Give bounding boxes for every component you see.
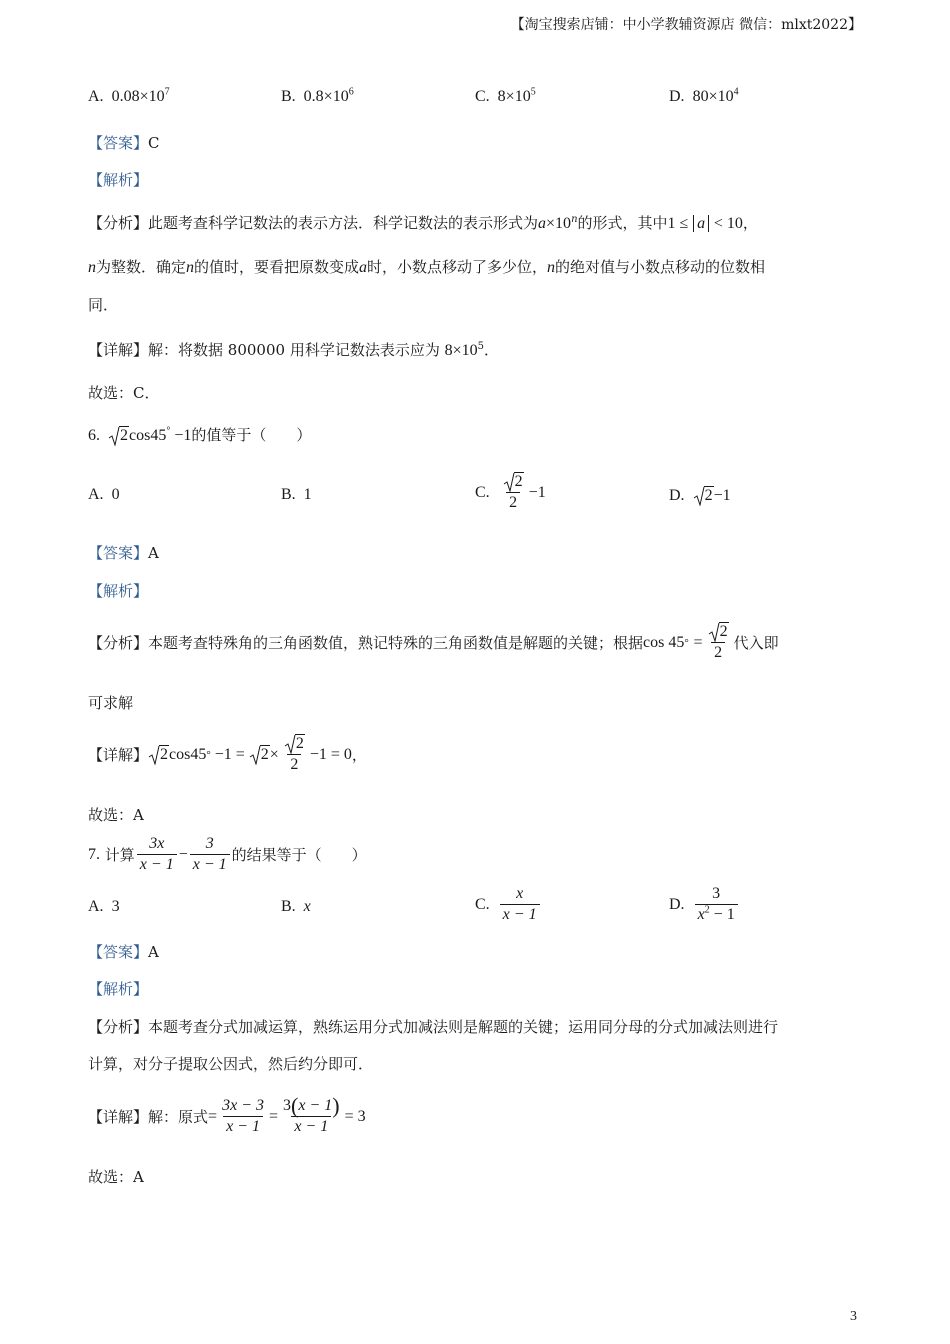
answer-tag: 【答案】	[88, 134, 149, 152]
analysis-text: 本题考查特殊角的三角函数值，熟记特殊的三角函数值是解题的关键；根据	[148, 634, 644, 652]
radicand: 2	[704, 487, 713, 504]
sqrt-symbol	[708, 622, 729, 642]
option-tail: −1	[528, 483, 546, 501]
numerator	[280, 1093, 343, 1118]
math-n: n	[88, 259, 96, 276]
denominator: x − 1	[291, 1116, 331, 1137]
analysis-tail: 代入即	[733, 634, 779, 652]
expr-eq: =	[268, 1107, 278, 1125]
q5-analysis-line1	[88, 212, 758, 233]
answer-tag: 【答案】	[88, 544, 149, 562]
exponent: 7	[164, 86, 170, 98]
q5-analysis-line3: 同．	[88, 296, 119, 314]
math-times-ten: ×10	[546, 215, 572, 232]
answer-value: C	[148, 134, 160, 152]
q6-jiexi-tag: 【解析】	[88, 582, 149, 600]
q7-option-d	[669, 884, 740, 925]
exponent: 2	[704, 904, 710, 916]
detail-expression: 2 cos45 ° −1 = 2 × $\frac{2}{2}$ −1 = 0	[148, 734, 352, 775]
detail-tag: 【详解】	[88, 1108, 149, 1126]
option-label: B.	[281, 88, 296, 105]
q6-option-b	[281, 486, 312, 504]
q6-option-a	[88, 486, 120, 504]
q6-option-d	[669, 486, 731, 505]
analysis-comma: ，	[742, 214, 758, 232]
den-tail: − 1	[709, 906, 735, 923]
detail-text: 解：原式	[148, 1108, 209, 1126]
sqrt-symbol	[249, 745, 270, 764]
answer-value: A	[148, 544, 159, 562]
q7-option-a	[88, 898, 120, 916]
analysis-text: 为整数．确定	[96, 258, 187, 276]
fraction	[695, 884, 738, 925]
q6-answer	[88, 542, 159, 563]
option-label: D.	[669, 487, 685, 504]
answer-value: A	[148, 943, 159, 961]
q5-option-b	[281, 88, 354, 106]
math-a: a	[359, 259, 368, 276]
q7-stem	[88, 834, 367, 875]
q7-detail	[88, 1093, 366, 1137]
option-label: A.	[88, 88, 104, 105]
q6-stem	[88, 424, 311, 445]
fraction	[705, 622, 732, 663]
denominator: x − 1	[137, 854, 177, 875]
option-value: 3	[111, 898, 120, 915]
fraction	[281, 734, 308, 775]
stem-text: 的结果等于（ ）	[231, 846, 367, 864]
numerator: x	[516, 885, 524, 902]
fraction	[280, 1093, 343, 1137]
num-coef: 3	[283, 1097, 291, 1114]
q5-option-d	[669, 88, 739, 106]
exponent: 5	[477, 341, 485, 352]
analysis-text: 的值时，要看把原数变成	[194, 258, 360, 276]
math-exp-n: n	[571, 214, 578, 225]
math-ineq-right: < 10	[713, 215, 743, 232]
denominator: 2	[506, 492, 520, 513]
denominator	[695, 904, 738, 925]
math-a: a	[538, 215, 547, 232]
stem-calc: 计算	[104, 846, 135, 864]
q6-analysis-line1: 【分析】 本题考查特殊角的三角函数值，熟记特殊的三角函数值是解题的关键；根据 cos 45 ° = $\frac{2}{2}$ 代入即	[88, 623, 779, 661]
num-inner: x − 1	[298, 1097, 333, 1114]
option-value: x	[303, 898, 311, 915]
sqrt-symbol	[284, 734, 305, 754]
fraction	[500, 472, 527, 513]
q5-jiexi-tag: 【解析】	[88, 171, 149, 189]
sqrt-symbol	[693, 486, 714, 505]
math-abs-a: a	[693, 215, 709, 232]
fraction	[219, 1096, 267, 1137]
option-value: 0.8×10	[303, 88, 349, 105]
radicand: 2	[514, 473, 523, 490]
option-value: 1	[303, 486, 312, 503]
den-base: x	[697, 906, 705, 923]
question-number: 6.	[88, 427, 100, 444]
radicand: 2	[160, 746, 169, 763]
math-cos: cos 45	[643, 633, 685, 651]
analysis-text: 时，小数点移动了多少位，	[367, 258, 548, 276]
option-label: B.	[281, 898, 296, 915]
numerator: 3	[205, 835, 214, 852]
q7-guxuan: 故选：A	[88, 1168, 144, 1186]
paren-open: (	[291, 1093, 299, 1118]
numerator: 3x	[149, 835, 165, 852]
math-ineq-left: 1 ≤	[667, 215, 689, 232]
analysis-tag: 【分析】	[88, 1018, 149, 1036]
expr-times: ×	[269, 745, 279, 763]
q6-detail	[88, 734, 367, 775]
option-label: D.	[669, 895, 685, 913]
q7-answer	[88, 941, 159, 962]
q7-analysis-line2: 计算，对分子提取公因式，然后约分即可．	[88, 1055, 374, 1073]
analysis-tag: 【分析】	[88, 214, 149, 232]
exponent: 6	[348, 86, 354, 98]
q7-option-b	[281, 898, 311, 916]
degree-mark: °	[166, 425, 171, 437]
sqrt-symbol	[503, 472, 524, 492]
expr-minus-eq: −1 =	[214, 745, 245, 763]
option-label: D.	[669, 88, 685, 105]
fraction	[500, 884, 540, 925]
q5-answer	[88, 132, 160, 153]
expr-minus: −	[178, 845, 188, 863]
option-value: 8×10	[497, 88, 531, 105]
exponent: 4	[733, 86, 739, 98]
radicand: 2	[719, 623, 728, 640]
math-base: 8×10	[444, 342, 478, 359]
expr-result: −1 = 0	[309, 745, 352, 763]
exponent: 5	[530, 86, 536, 98]
q5-option-a	[88, 88, 170, 106]
denominator: 2	[287, 754, 301, 775]
q5-guxuan: 故选：C．	[88, 384, 160, 402]
radicand: 2	[260, 746, 269, 763]
denominator: 2	[711, 642, 725, 663]
option-value: 0.08×10	[111, 88, 165, 105]
analysis-tag: 【分析】	[88, 634, 149, 652]
q6-analysis-line2: 可求解	[88, 694, 134, 712]
sqrt-symbol	[148, 745, 169, 764]
math-n: n	[547, 259, 556, 276]
option-value: 80×10	[692, 88, 734, 105]
q6-option-c	[475, 472, 546, 513]
expr-cos: cos45	[169, 745, 207, 763]
q7-analysis-line1	[88, 1016, 778, 1037]
fraction	[190, 834, 230, 875]
option-label: C.	[475, 895, 490, 913]
radicand: 2	[120, 427, 128, 444]
option-value: 0	[111, 486, 120, 503]
q6-guxuan: 故选：A	[88, 806, 144, 824]
expr-eq: =	[208, 1107, 218, 1125]
page-number: 3	[850, 1309, 857, 1324]
detail-tag: 【详解】	[88, 746, 149, 764]
expr-result: = 3	[344, 1107, 366, 1125]
detail-tag: 【详解】	[88, 341, 149, 359]
detail-end: ．	[484, 341, 500, 359]
option-label: C.	[475, 483, 490, 501]
analysis-text: 的形式，其中	[577, 214, 668, 232]
math-eq: =	[693, 633, 703, 651]
q7-jiexi-tag: 【解析】	[88, 980, 149, 998]
denominator: x − 1	[223, 1116, 263, 1137]
analysis-text: 此题考查科学记数法的表示方法．科学记数法的表示形式为	[148, 214, 539, 232]
detail-comma: ，	[351, 746, 367, 764]
math-n: n	[186, 259, 195, 276]
denominator: x − 1	[500, 904, 540, 925]
option-label: A.	[88, 898, 104, 915]
option-tail: −1	[713, 487, 731, 504]
option-label: A.	[88, 486, 104, 503]
paren-close: )	[332, 1093, 340, 1118]
numerator: 3	[712, 885, 721, 902]
q5-option-c	[475, 88, 536, 106]
page-header: 【淘宝搜索店铺：中小学教辅资源店 微信：mlxt2022】	[510, 17, 862, 33]
analysis-text: 的绝对值与小数点移动的位数相	[555, 258, 766, 276]
expr-minus: −1	[174, 427, 192, 444]
option-label: B.	[281, 486, 296, 503]
denominator: x − 1	[190, 854, 230, 875]
q5-analysis-line2	[88, 256, 765, 277]
sqrt-symbol	[108, 426, 129, 445]
answer-tag: 【答案】	[88, 943, 149, 961]
detail-text: 解：将数据 800000 用科学记数法表示应为	[148, 341, 440, 359]
stem-text: 的值等于（ ）	[191, 426, 312, 444]
q7-option-c	[475, 884, 542, 925]
radicand: 2	[295, 735, 304, 752]
expr-cos: cos45	[129, 427, 167, 444]
q5-detail	[88, 339, 499, 360]
option-label: C.	[475, 88, 490, 105]
numerator: 3x − 3	[222, 1097, 264, 1114]
analysis-text: 本题考查分式加减运算，熟练运用分式加减法则是解题的关键；运用同分母的分式加减法则进行	[148, 1018, 779, 1036]
fraction	[137, 834, 177, 875]
question-number: 7.	[88, 845, 100, 863]
